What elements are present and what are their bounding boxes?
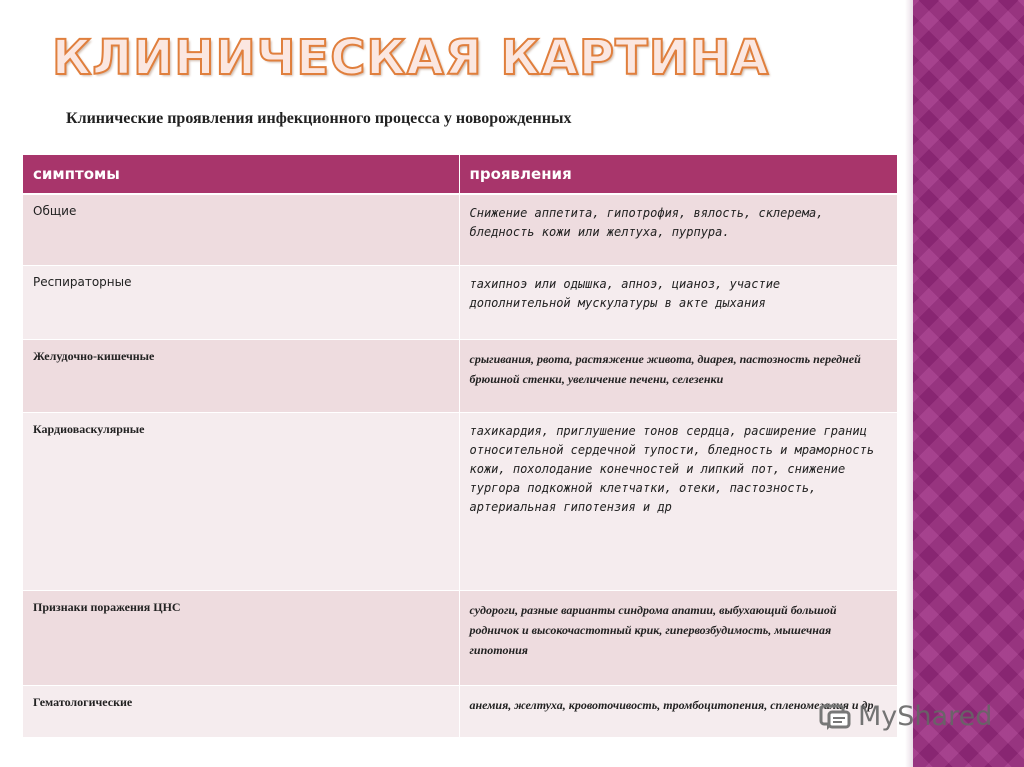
myshared-logo-icon bbox=[818, 699, 852, 733]
decorative-side-panel bbox=[913, 0, 1024, 767]
symptom-cell: Гематологические bbox=[23, 685, 459, 737]
symptom-cell: Признаки поражения ЦНС bbox=[23, 590, 459, 685]
header-symptoms: симптомы bbox=[23, 155, 459, 194]
symptom-cell: Желудочно-кишечные bbox=[23, 339, 459, 412]
table-header-row bbox=[23, 155, 897, 194]
side-panel-edge bbox=[905, 0, 913, 767]
table-row bbox=[23, 339, 897, 412]
manifestation-cell: анемия, желтуха, кровоточивость, тромбоцитопения, спленомегалия и др bbox=[459, 685, 897, 737]
manifestation-cell: тахикардия, приглушение тонов сердца, расширение границ относительной сердечной тупости, бледность и мраморность кожи, похолодание конечностей и липкий пот, снижение тургора подкожной клетчатки, отеки, пастозность, артериальная гипотензия и др bbox=[459, 412, 897, 590]
slide-subtitle: Клинические проявления инфекционного процесса у новорожденных bbox=[66, 110, 572, 127]
slide-title: КЛИНИЧЕСКАЯ КАРТИНА bbox=[52, 30, 770, 86]
manifestation-cell: судороги, разные варианты синдрома апатии, выбухающий большой родничок и высокочастотный крик, гипервозбудимость, мышечная гипотония bbox=[459, 590, 897, 685]
manifestation-cell: срыгивания, рвота, растяжение живота, диарея, пастозность передней брюшной стенки, увеличение печени, селезенки bbox=[459, 339, 897, 412]
table-row bbox=[23, 590, 897, 685]
manifestation-cell: Снижение аппетита, гипотрофия, вялость, склерема, бледность кожи или желтуха, пурпура. bbox=[459, 194, 897, 265]
symptoms-table bbox=[23, 155, 898, 738]
table-row bbox=[23, 685, 897, 737]
symptom-cell: Общие bbox=[23, 194, 459, 265]
table-row bbox=[23, 194, 897, 265]
symptom-cell: Респираторные bbox=[23, 265, 459, 339]
table-row bbox=[23, 412, 897, 590]
manifestation-cell: тахипноэ или одышка, апноэ, цианоз, участие дополнительной мускулатуры в акте дыхания bbox=[459, 265, 897, 339]
symptom-cell: Кардиоваскулярные bbox=[23, 412, 459, 590]
header-manifestations: проявления bbox=[459, 155, 897, 194]
table-row bbox=[23, 265, 897, 339]
myshared-watermark bbox=[818, 696, 992, 736]
watermark-text: MyShared bbox=[858, 700, 993, 732]
